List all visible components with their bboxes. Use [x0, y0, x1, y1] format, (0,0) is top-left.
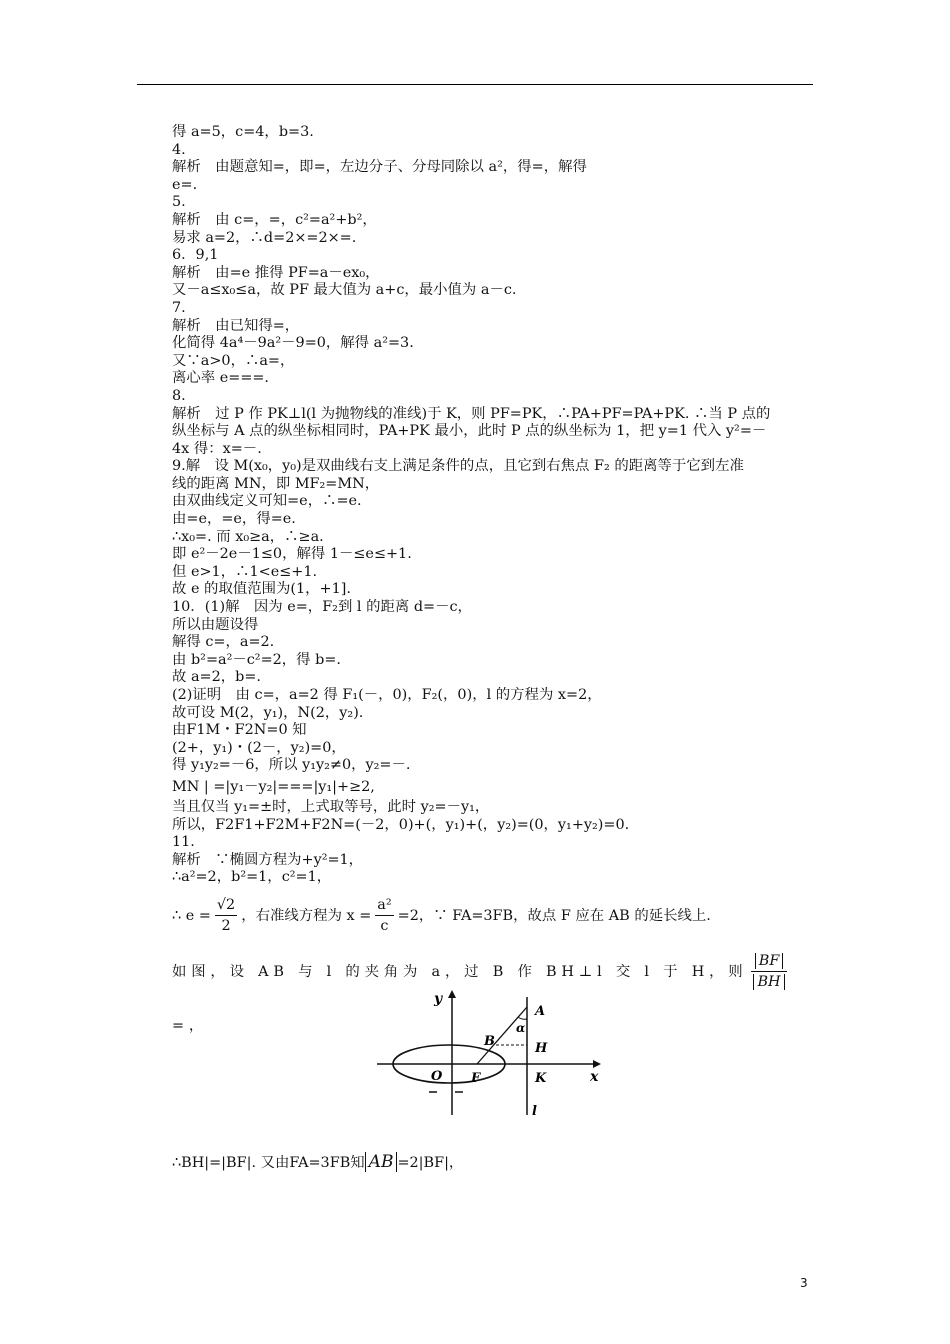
- text-line: 所以由题设得: [172, 616, 259, 633]
- label-alpha: α: [516, 1021, 526, 1035]
- text-line: 8.: [172, 387, 186, 404]
- mn-line: MN | =|y₁－y₂|===|y₁|+≥2,: [172, 778, 375, 795]
- text-line: 解得 c=，a=2.: [172, 634, 275, 651]
- label-F: F: [471, 1071, 481, 1086]
- text-line: 解析 由已知得=，: [172, 317, 300, 334]
- text-line: 化简得 4a⁴－9a²－9=0，解得 a²=3.: [172, 335, 414, 352]
- figure-intro-tail: =，: [172, 1017, 209, 1034]
- figure-intro-text: 如图，设 AB 与 l 的夹角为 a，过 B 作 BH⊥l 交 l 于 H，则: [172, 963, 748, 980]
- label-H: H: [535, 1041, 548, 1056]
- eccentricity-equation-line: [172, 887, 817, 945]
- text-line: 线的距离 MN，即 MF₂=MN，: [172, 475, 380, 492]
- text-line: 即 e²－2e－1≤0，解得 1－≤e≤+1.: [172, 546, 412, 563]
- text-line: 10．(1)解 因为 e=，F₂到 l 的距离 d=－c，: [172, 599, 472, 616]
- text-line: 离心率 e===.: [172, 370, 270, 387]
- text-line: 由F1M・F2N=0 知: [172, 722, 307, 739]
- bf-bh-fraction: [751, 951, 786, 992]
- label-O: O: [431, 1069, 443, 1084]
- text-line: 4x 得：x=－.: [172, 440, 262, 457]
- bf-numerator: BF: [751, 951, 786, 972]
- text-line: 5.: [172, 194, 186, 211]
- text-line: 故 a=2，b=.: [172, 669, 261, 686]
- text-line: 4.: [172, 141, 186, 158]
- text-line: 得 a=5，c=4，b=3.: [172, 124, 314, 140]
- text-line: 由=e，=e，得=e.: [172, 511, 296, 528]
- final-line-before: ∴BH|=|BF|. 又由FA=3FB知: [172, 1155, 365, 1171]
- page-number: 3: [800, 1276, 808, 1290]
- label-K: K: [535, 1071, 547, 1086]
- ellipse-figure: [377, 985, 607, 1120]
- text-line: 当且仅当 y₁=±时，上式取等号，此时 y₂=－y₁，: [172, 798, 490, 815]
- text-line: 纵坐标与 A 点的纵坐标相同时，PA+PK 最小，此时 P 点的纵坐标为 1，把 y=1 代入 y²=－: [172, 423, 767, 440]
- text-line: 得 y₁y₂=－6，所以 y₁y₂≠0，y₂=－.: [172, 757, 411, 774]
- label-x: x: [590, 1069, 599, 1085]
- text-line: 9.解 设 M(x₀，y₀)是双曲线右支上满足条件的点，且它到右焦点 F₂ 的距离等于它到左准: [172, 458, 744, 475]
- eq-middle: ，右准线方程为 x =: [241, 907, 372, 924]
- text-line: 6．9,1: [172, 247, 219, 264]
- solution-lines-a: [172, 124, 817, 775]
- text-line: 11.: [172, 834, 195, 851]
- x-denominator: c: [380, 918, 389, 935]
- text-line: 易求 a=2，∴d=2×=2×=.: [172, 229, 357, 246]
- label-A: A: [535, 1004, 546, 1019]
- text-line: 解析 过 P 作 PK⊥l(l 为抛物线的准线)于 K，则 PF=PK，∴PA+PF=PA+PK. ∴当 P 点的: [172, 405, 771, 422]
- text-line: ∴a²=2，b²=1，c²=1，: [172, 869, 332, 886]
- e-fraction: [215, 895, 237, 936]
- text-line: 又－a≤x₀≤a，故 PF 最大值为 a+c，最小值为 a－c.: [172, 282, 517, 299]
- final-line: [172, 1151, 463, 1173]
- x-fraction: [375, 895, 393, 936]
- label-y: y: [434, 991, 443, 1007]
- bh-denominator: BH: [751, 972, 786, 992]
- text-line: 故可设 M(2，y₁)，N(2，y₂).: [172, 704, 364, 721]
- e-numerator: √2: [215, 895, 237, 916]
- header-rule: [137, 84, 813, 85]
- text-line: 解析 由题意知=，即=，左边分子、分母同除以 a²，得=，解得: [172, 159, 587, 176]
- x-axis-arrow: [593, 1060, 601, 1068]
- text-line: 由双曲线定义可知=e，∴=e.: [172, 493, 362, 510]
- text-line: e=.: [172, 176, 198, 193]
- final-line-after: =2|BF|，: [397, 1155, 464, 1171]
- text-line: 由 b²=a²－c²=2，得 b=.: [172, 651, 341, 668]
- text-line: 解析 由=e 推得 PF=a－ex₀，: [172, 264, 380, 281]
- text-line: (2)证明 由 c=，a=2 得 F₁(－，0)，F₂(，0)，l 的方程为 x=2，: [172, 687, 602, 703]
- text-line: 所以，F2F1+F2M+F2N=(－2，0)+(，y₁)+(，y₂)=(0，y₁+y₂)=0.: [172, 816, 630, 833]
- eq-prefix: ∴ e =: [172, 907, 211, 924]
- y-axis-arrow: [448, 990, 456, 998]
- text-line: 7.: [172, 299, 186, 316]
- label-B: B: [484, 1034, 495, 1049]
- angle-arc: [518, 1017, 527, 1019]
- text-line: (2+，y₁)・(2－，y₂)=0，: [172, 739, 346, 756]
- eq-tail: =2，∵ FA=3FB，故点 F 应在 AB 的延长线上.: [397, 907, 711, 924]
- text-line: 故 e 的取值范围为(1，+1].: [172, 581, 351, 598]
- solution-lines-b: [172, 799, 817, 887]
- text-line: 又∵a>0，∴a=，: [172, 352, 295, 369]
- ab-abs: AB: [365, 1152, 398, 1172]
- x-numerator: a²: [375, 895, 393, 916]
- document-body: [172, 124, 817, 1034]
- e-denominator: 2: [221, 918, 231, 935]
- text-line: ∴x₀=. 而 x₀≥a，∴≥a.: [172, 528, 324, 545]
- text-line: 解析 由 c=，=，c²=a²+b²，: [172, 211, 377, 228]
- text-line: 解析 ∵椭圆方程为+y²=1，: [172, 851, 364, 868]
- label-l: l: [532, 1104, 537, 1119]
- text-line: 但 e>1，∴1<e≤+1.: [172, 563, 318, 580]
